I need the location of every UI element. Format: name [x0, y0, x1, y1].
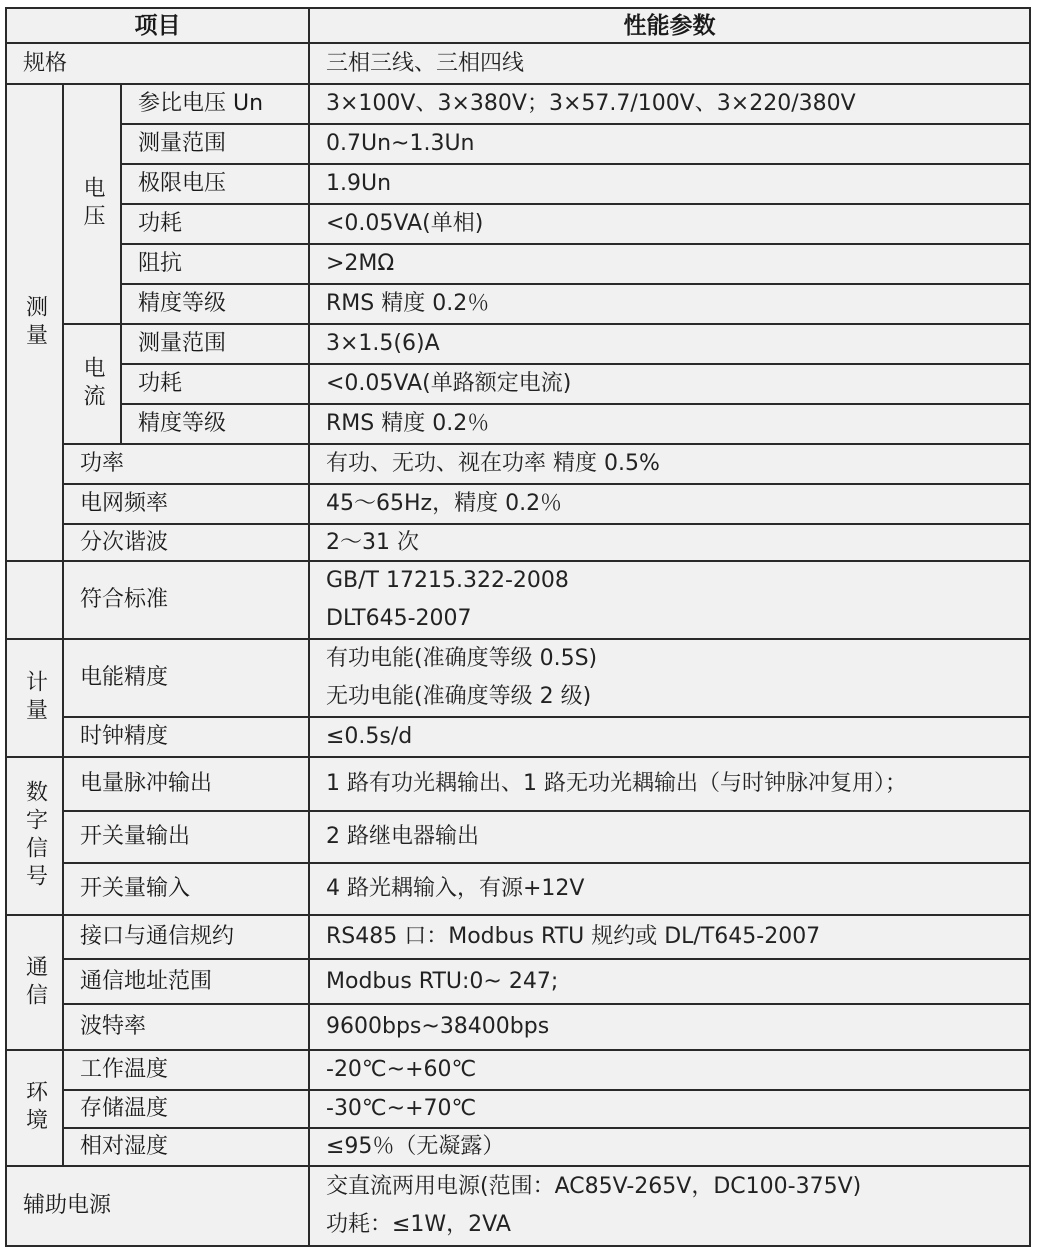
comm-label: 通信 [6, 915, 63, 1050]
table-row [6, 915, 1030, 959]
aux-label: 辅助电源 [6, 1166, 309, 1246]
table-row [6, 204, 1030, 244]
digital-label: 数字信号 [6, 757, 63, 915]
table-row [6, 1128, 1030, 1166]
measure-row-value: 45～65Hz，精度 0.2％ [309, 484, 1030, 524]
voltage-row-name: 精度等级 [121, 284, 309, 324]
table-row [6, 639, 1030, 717]
voltage-row-value: 3×100V、3×380V；3×57.7/100V、3×220/380V [309, 84, 1030, 124]
env-row-name: 工作温度 [63, 1050, 309, 1090]
aux-line: 交直流两用电源(范围：AC85V-265V，DC100-375V) [326, 1174, 862, 1199]
standard-line: DLT645-2007 [326, 606, 472, 631]
digital-row-name: 开关量输出 [63, 811, 309, 863]
voltage-row-name: 测量范围 [121, 124, 309, 164]
spec-table-container [5, 7, 1029, 1247]
current-row-name: 功耗 [121, 364, 309, 404]
voltage-row-value: >2MΩ [309, 244, 1030, 284]
current-row-value: <0.05VA(单路额定电流) [309, 364, 1030, 404]
table-row [6, 1050, 1030, 1090]
table-row [6, 717, 1030, 757]
measure-row-value: 有功、无功、视在功率 精度 0.5% [309, 444, 1030, 484]
energy-name: 电能精度 [63, 639, 309, 717]
table-row [6, 959, 1030, 1004]
current-label: 电流 [63, 324, 121, 444]
comm-row-name: 波特率 [63, 1004, 309, 1050]
energy-line: 有功电能(准确度等级 0.5S) [326, 646, 598, 671]
table-row [6, 244, 1030, 284]
standard-values [309, 561, 1030, 639]
clock-value: ≤0.5s/d [309, 717, 1030, 757]
voltage-row-name: 极限电压 [121, 164, 309, 204]
measure-row-name: 分次谐波 [63, 524, 309, 561]
table-header-row [6, 8, 1030, 43]
env-row-value: -20℃~+60℃ [309, 1050, 1030, 1090]
comm-row-name: 接口与通信规约 [63, 915, 309, 959]
digital-row-value: 2 路继电器输出 [309, 811, 1030, 863]
current-row-value: RMS 精度 0.2％ [309, 404, 1030, 444]
aux-values [309, 1166, 1030, 1246]
table-row [6, 1090, 1030, 1128]
env-row-value: -30℃~+70℃ [309, 1090, 1030, 1128]
digital-row-name: 电量脉冲输出 [63, 757, 309, 811]
env-row-value: ≤95％（无凝露） [309, 1128, 1030, 1166]
table-row [6, 284, 1030, 324]
standard-blank-cell [6, 561, 63, 639]
voltage-row-name: 功耗 [121, 204, 309, 244]
voltage-label: 电压 [63, 84, 121, 324]
current-row-value: 3×1.5(6)A [309, 324, 1030, 364]
digital-row-value: 4 路光耦输入，有源+12V [309, 863, 1030, 915]
env-row-name: 存储温度 [63, 1090, 309, 1128]
spec-label: 规格 [6, 43, 309, 84]
table-row [6, 561, 1030, 639]
table-row [6, 444, 1030, 484]
table-row [6, 364, 1030, 404]
table-row [6, 324, 1030, 364]
measure-label: 测量 [6, 84, 63, 561]
spec-value: 三相三线、三相四线 [309, 43, 1030, 84]
energy-values [309, 639, 1030, 717]
table-row [6, 164, 1030, 204]
voltage-row-value: <0.05VA(单相) [309, 204, 1030, 244]
table-row [6, 84, 1030, 124]
table-row [6, 1166, 1030, 1246]
table-row [6, 404, 1030, 444]
current-row-name: 精度等级 [121, 404, 309, 444]
energy-line: 无功电能(准确度等级 2 级) [326, 684, 592, 709]
table-row [6, 524, 1030, 561]
table-row [6, 43, 1030, 84]
voltage-row-value: 1.9Un [309, 164, 1030, 204]
performance-parameter-table [5, 7, 1031, 1247]
measure-row-name: 电网频率 [63, 484, 309, 524]
voltage-row-name: 阻抗 [121, 244, 309, 284]
voltage-row-name: 参比电压 Un [121, 84, 309, 124]
table-row [6, 124, 1030, 164]
standard-name: 符合标准 [63, 561, 309, 639]
table-row [6, 811, 1030, 863]
comm-row-value: 9600bps~38400bps [309, 1004, 1030, 1050]
env-row-name: 相对湿度 [63, 1128, 309, 1166]
standard-line: GB/T 17215.322-2008 [326, 568, 569, 593]
aux-line: 功耗：≤1W，2VA [326, 1212, 511, 1237]
table-row [6, 757, 1030, 811]
clock-name: 时钟精度 [63, 717, 309, 757]
voltage-row-value: RMS 精度 0.2％ [309, 284, 1030, 324]
metering-label: 计量 [6, 639, 63, 757]
current-row-name: 测量范围 [121, 324, 309, 364]
table-row [6, 863, 1030, 915]
table-row [6, 484, 1030, 524]
measure-row-name: 功率 [63, 444, 309, 484]
comm-row-value: RS485 口：Modbus RTU 规约或 DL/T645-2007 [309, 915, 1030, 959]
comm-row-value: Modbus RTU:0~ 247; [309, 959, 1030, 1004]
digital-row-value: 1 路有功光耦输出、1 路无功光耦输出（与时钟脉冲复用）； [309, 757, 1030, 811]
voltage-row-value: 0.7Un~1.3Un [309, 124, 1030, 164]
header-item: 项目 [6, 8, 309, 43]
table-row [6, 1004, 1030, 1050]
env-label: 环境 [6, 1050, 63, 1166]
header-param: 性能参数 [309, 8, 1030, 43]
digital-row-name: 开关量输入 [63, 863, 309, 915]
measure-row-value: 2～31 次 [309, 524, 1030, 561]
comm-row-name: 通信地址范围 [63, 959, 309, 1004]
